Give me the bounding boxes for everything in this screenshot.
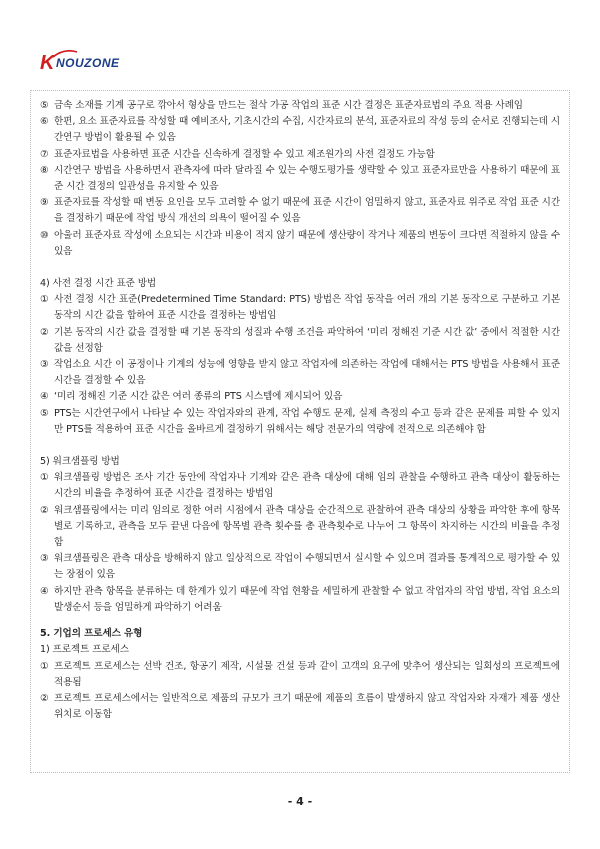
item-number: ⑤ (40, 100, 49, 111)
item-text: 프로젝트 프로세스에서는 일반적으로 제품의 규모가 크기 때문에 제품의 흐름이 발생하지 않고 작업자와 자재가 제품 생산 위치로 이동함 (54, 692, 560, 721)
logo-letter-k: K (40, 52, 55, 74)
work-sampling-list (40, 470, 560, 616)
list-item (40, 292, 560, 324)
item-number: ⑥ (40, 116, 49, 128)
item-number: ④ (40, 585, 49, 597)
list-item (40, 551, 560, 583)
list-item (40, 389, 560, 405)
list-item (40, 470, 560, 502)
document-body (40, 98, 560, 723)
item-number: ⑨ (40, 197, 49, 209)
item-number: ① (40, 294, 49, 306)
list-item (40, 98, 560, 114)
item-text: 아울러 표준자료 작성에 소요되는 시간과 비용이 적지 않기 때문에 생산량이 작거나 제품의 변동이 크다면 적절하지 않을 수 있음 (54, 229, 560, 257)
item-number: ⑦ (40, 148, 49, 160)
item-text: 작업소요 시간 이 공정이나 기계의 성능에 영향을 받지 않고 작업자에 의존하는 작업에 대해서는 PTS 방법을 사용해서 표준 시간을 결정할 수 있음 (54, 359, 560, 387)
item-number: ③ (40, 359, 49, 371)
item-number: ⑧ (40, 164, 49, 176)
item-number: ① (40, 660, 49, 672)
item-number: ⑤ (40, 407, 49, 419)
pts-method-list (40, 292, 560, 438)
item-text: 하지만 관측 항목을 분류하는 데 한계가 있기 때문에 작업 현황을 세밀하게 관찰할 수 없고 작업자의 작업 방법, 작업 요소의 발생순서 등을 엄밀하게 파악하기 어려움 (54, 585, 560, 613)
item-text: ‘미리 정해진 기준 시간 값은 여러 종류의 PTS 시스템에 제시되어 있음 (54, 391, 343, 403)
list-item (40, 325, 560, 357)
list-item (40, 406, 560, 438)
list-item (40, 114, 560, 146)
logo-text: NOUZONE (56, 56, 120, 70)
list-item (40, 195, 560, 227)
item-text: PTS는 시간연구에서 나타날 수 있는 작업자와의 관계, 작업 수행도 문제, 실제 측정의 수고 등과 같은 문제를 피할 수 있지만 PTS를 적용하여 표준 시간을 올바르게 결정하기 위해서는 해당 전문가의 역량에 전적으로 의존해야 함 (54, 407, 560, 435)
item-text: 표준자료법을 사용하면 표준 시간을 신속하게 결정할 수 있고 제조원가의 사전 결정도 가능함 (54, 148, 435, 160)
list-item (40, 659, 560, 691)
item-text: 표준자료를 작성할 때 변동 요인을 모두 고려할 수 없기 때문에 표준 시간이 엄밀하지 않고, 표준자료 위주로 작업 표준 시간을 결정하기 때문에 작업 방식 개선의 의욕이 떨어질 수 있음 (54, 197, 560, 225)
list-item (40, 584, 560, 616)
project-process-list (40, 659, 560, 724)
item-number: ⑩ (40, 229, 49, 241)
item-text: 사전 결정 시간 표준(Predetermined Time Standard: PTS) 방법은 작업 동작을 여러 개의 기본 동작으로 구분하고 기본 동작의 시간 값을 합하여 표준 시간을 결정하는 방법임 (54, 294, 560, 322)
list-item (40, 228, 560, 260)
item-text: 시간연구 방법을 사용하면서 관측자에 따라 달라질 수 있는 수행도평가를 생략할 수 있고 표준자료만을 사용하기 때문에 표준 시간 결정의 일관성을 유지할 수 있음 (54, 164, 560, 193)
item-text: 워크샘플링 방법은 조사 기간 동안에 작업자나 기계와 같은 관측 대상에 대해 임의 관찰을 수행하고 관측 대상이 활동하는 시간의 비율을 추정하여 표준 시간을 결정하는 방법임 (54, 472, 560, 500)
item-number: ④ (40, 391, 49, 403)
item-number: ② (40, 504, 49, 516)
item-text: 한편, 요소 표준자료를 작성할 때 예비조사, 기초시간의 수집, 시간자료의 분석, 표준자료의 작성 등의 순서로 진행되는데 시간연구 방법이 활용될 수 있음 (54, 116, 560, 144)
list-item (40, 147, 560, 163)
item-text: 금속 소재를 기계 공구로 깎아서 형상을 만드는 절삭 가공 작업의 표준 시간 결정은 표준자료법의 주요 적용 사례임 (54, 100, 523, 111)
list-item (40, 357, 560, 389)
knouzone-logo (40, 50, 160, 78)
item-number: ① (40, 472, 49, 484)
item-number: ② (40, 326, 49, 338)
list-item (40, 163, 560, 195)
process-types-section-title: 5. 기업의 프로세스 유형 (40, 628, 143, 640)
list-item (40, 503, 560, 552)
item-number: ② (40, 692, 49, 704)
list-item (40, 691, 560, 723)
pts-section-heading: 4) 사전 결정 시간 표준 방법 (40, 278, 157, 290)
item-text: 워크샘플링에서는 미리 임의로 정한 여러 시점에서 관측 대상을 순간적으로 관찰하여 관측 대상의 상황을 파악한 후에 항목별로 기록하고, 관측을 모두 끝낸 다음에 항목별 관측 횟수를 총 관측횟수로 나누어 그 항목이 차지하는 시간의 비율을 추정함 (54, 504, 560, 549)
work-sampling-section-heading: 5) 워크샘플링 방법 (40, 456, 120, 468)
item-number: ③ (40, 553, 49, 565)
item-text: 기본 동작의 시간 값을 결정할 때 기본 동작의 성질과 수행 조건을 파악하여 ‘미리 정해진 기준 시간 값’ 중에서 적절한 시간 값을 선정함 (54, 326, 560, 354)
standard-data-method-list (40, 98, 560, 260)
project-process-heading: 1) 프로젝트 프로세스 (40, 644, 129, 656)
page-number: - 4 - (287, 795, 313, 808)
item-text: 프로젝트 프로세스는 선박 건조, 항공기 제작, 시설물 건설 등과 같이 고객의 요구에 맞추어 생산되는 일회성의 프로젝트에 적용됨 (54, 660, 560, 688)
item-text: 워크샘플링은 관측 대상을 방해하지 않고 일상적으로 작업이 수행되면서 실시할 수 있으며 결과를 통계적으로 평가할 수 있는 장점이 있음 (54, 553, 560, 581)
